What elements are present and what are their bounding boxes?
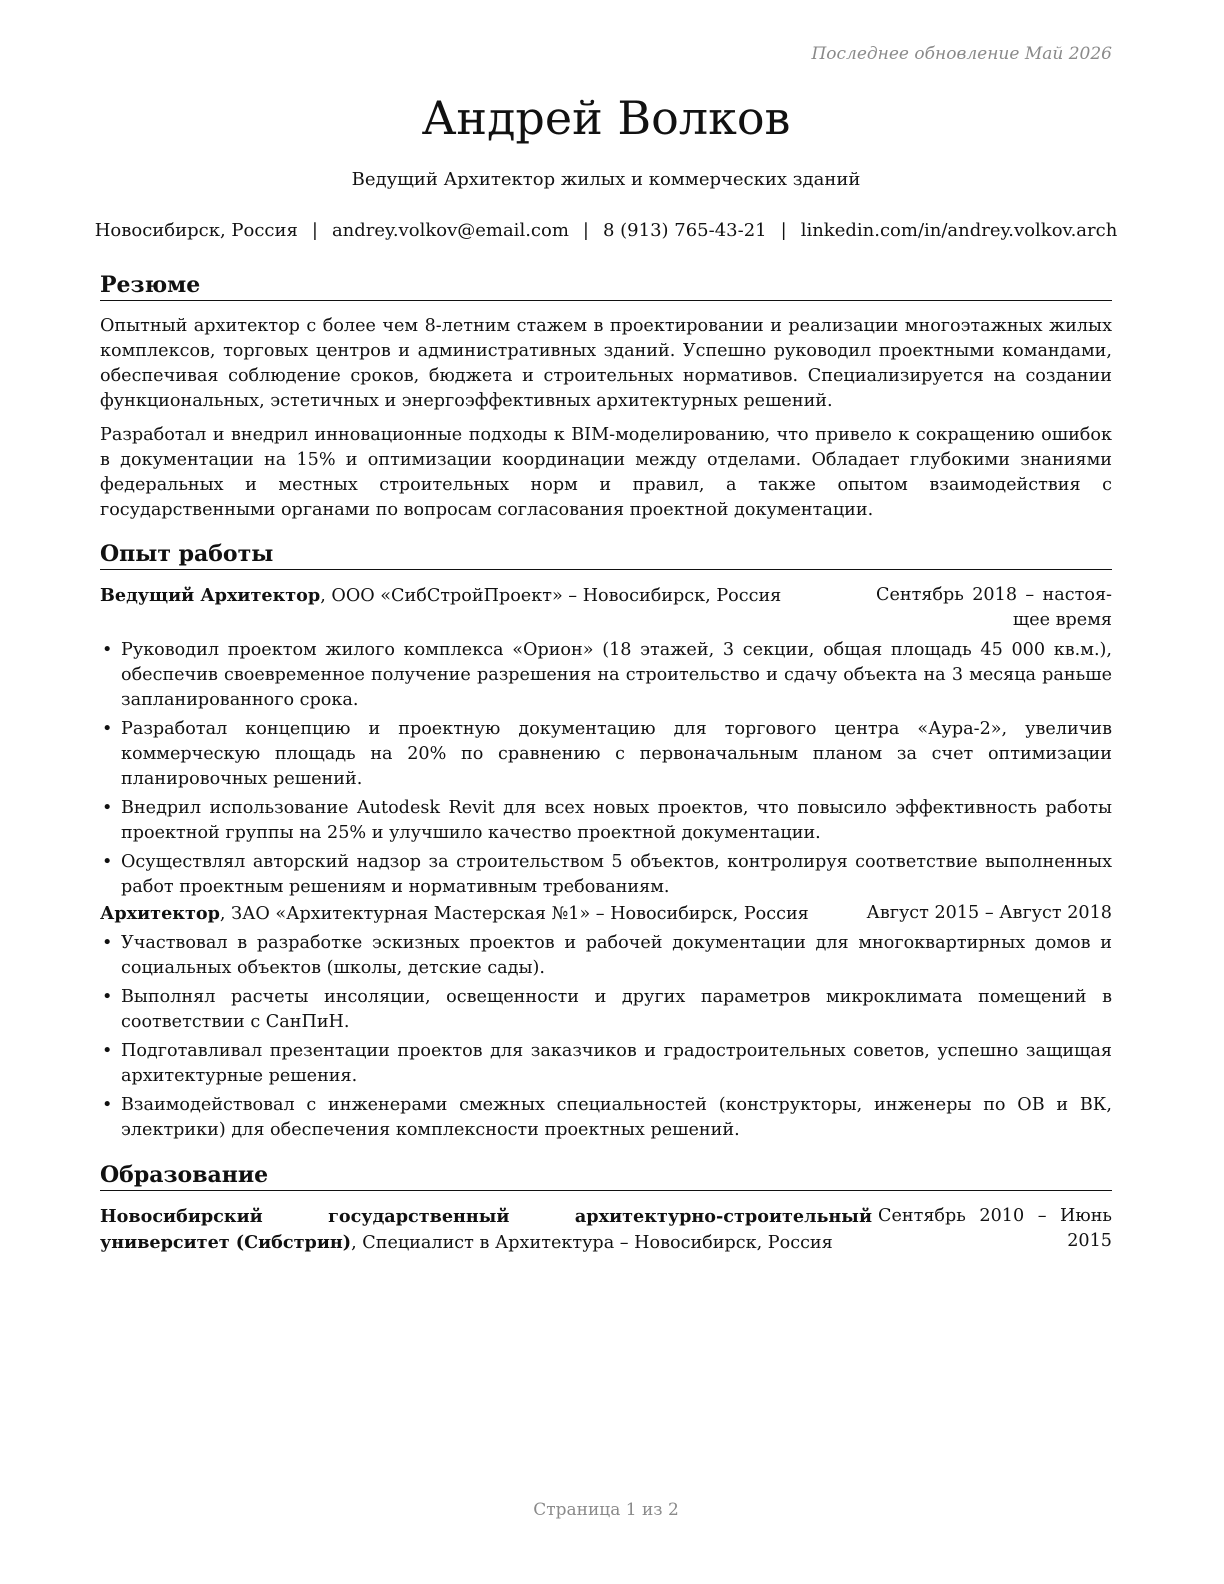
bullet-icon: • <box>102 640 113 660</box>
job-bullets <box>100 638 1112 904</box>
education-dates-line: 2015 <box>1067 1231 1112 1251</box>
job-title-line <box>100 901 809 927</box>
bullet-icon: • <box>102 798 113 818</box>
list-item: • Внедрил использование Autodesk Revit для всех новых проектов, что повысило эффективность работы проектной группы на 25% и улучшило качество проектной документации. <box>102 798 1112 843</box>
contact-separator: | <box>780 220 787 241</box>
contact-linkedin[interactable]: linkedin.com/in/andrey.volkov.arch <box>800 220 1118 241</box>
job-bullets <box>100 931 1112 1147</box>
job-dates <box>876 583 1112 633</box>
bullet-icon: • <box>102 933 113 953</box>
job-dates-line: щее время <box>1012 610 1112 630</box>
education-institution-line <box>100 1204 872 1256</box>
bullet-icon: • <box>102 1095 113 1115</box>
contact-separator: | <box>582 220 589 241</box>
bullet-icon: • <box>102 852 113 872</box>
section-title-education: Образование <box>100 1160 1112 1191</box>
job-role: Ведущий Архитектор <box>100 585 321 606</box>
education-entry <box>100 1204 1112 1254</box>
job-dates-line: Сентябрь 2018 – настоя- <box>876 585 1112 605</box>
bullet-icon: • <box>102 719 113 739</box>
list-item: • Взаимодействовал с инженерами смежных специальностей (конструкторы, инженеры по ОВ и ВК, электрики) для обеспечения комплексности проектных решений. <box>102 1095 1112 1140</box>
candidate-name: Андрей Волков <box>421 91 791 145</box>
contact-phone[interactable]: 8 (913) 765-43-21 <box>602 220 767 241</box>
list-item: • Участвовал в разработке эскизных проектов и рабочей документации для многоквартирных домов и социальных объектов (школы, детские сады). <box>102 933 1112 978</box>
summary-paragraph-2: Разработал и внедрил инновационные подходы к BIM-моделированию, что привело к сокращению ошибок в документации на 15% и оптимизации координации между отделами. Обладает глубокими знаниями федеральных и местных строительных норм и правил, а также опытом взаимодействия с государственными органами по вопросам согласования проектной документации. <box>100 425 1112 520</box>
list-item: • Разработал концепцию и проектную документацию для торгового центра «Аура-2», увеличив коммерческую площадь на 20% по сравнению с первоначальным планом за счет оптимизации планировочных решений. <box>102 719 1112 789</box>
section-title-experience: Опыт работы <box>100 539 1112 570</box>
section-title-summary: Резюме <box>100 270 1112 301</box>
education-dates <box>878 1204 1112 1254</box>
headline: Ведущий Архитектор жилых и коммерческих зданий <box>351 169 861 190</box>
job-title-line <box>100 583 781 609</box>
job-role: Архитектор <box>100 903 220 924</box>
bullet-icon: • <box>102 1041 113 1061</box>
summary-paragraph-1: Опытный архитектор с более чем 8-летним стажем в проектировании и реализации многоэтажных жилых комплексов, торговых центров и административных зданий. Успешно руководил проектными командами, обеспечивая соблюдение сроков, бюджета и строительных нормативов. Специализируется на создании функциональных, эстетичных и энергоэффективных архитектурных решений. <box>100 316 1112 411</box>
education-dates-line: Сентябрь 2010 – Июнь <box>878 1206 1112 1226</box>
contact-email[interactable]: andrey.volkov@email.com <box>331 220 569 241</box>
contact-separator: | <box>311 220 318 241</box>
contact-line <box>90 218 1122 244</box>
job-dates: Август 2015 – Август 2018 <box>866 903 1112 923</box>
job-header <box>100 583 1112 633</box>
bullet-icon: • <box>102 987 113 1007</box>
job-org: , ООО «СибСтройПроект» – Новосибирск, Россия <box>320 586 782 606</box>
job-org: , ЗАО «Архитектурная Мастерская №1» – Новосибирск, Россия <box>219 904 809 924</box>
contact-location: Новосибирск, Россия <box>94 220 298 241</box>
last-updated: Последнее обновление Май 2026 <box>811 44 1112 64</box>
list-item: • Руководил проектом жилого комплекса «Орион» (18 этажей, 3 секции, общая площадь 45 000 кв.м.), обеспечив своевременное получение разрешения на строительство и сдачу объекта на 3 месяца раньше запланированного срока. <box>102 640 1112 710</box>
education-details: , Специалист в Архитектура – Новосибирск, Россия <box>351 1233 833 1253</box>
education-institution: Новосибирский государственный архитектурно-строительный университет (Сибстрин) <box>100 1206 872 1253</box>
page-number: Страница 1 из 2 <box>533 1500 679 1520</box>
list-item: • Выполнял расчеты инсоляции, освещенности и других параметров микроклимата помещений в соответствии с СанПиН. <box>102 987 1112 1032</box>
list-item: • Подготавливал презентации проектов для заказчиков и градостроительных советов, успешно защищая архитектурные решения. <box>102 1041 1112 1086</box>
list-item: • Осуществлял авторский надзор за строительством 5 объектов, контролируя соответствие выполненных работ проектным решениям и нормативным требованиям. <box>102 852 1112 897</box>
job-header <box>100 901 1112 926</box>
